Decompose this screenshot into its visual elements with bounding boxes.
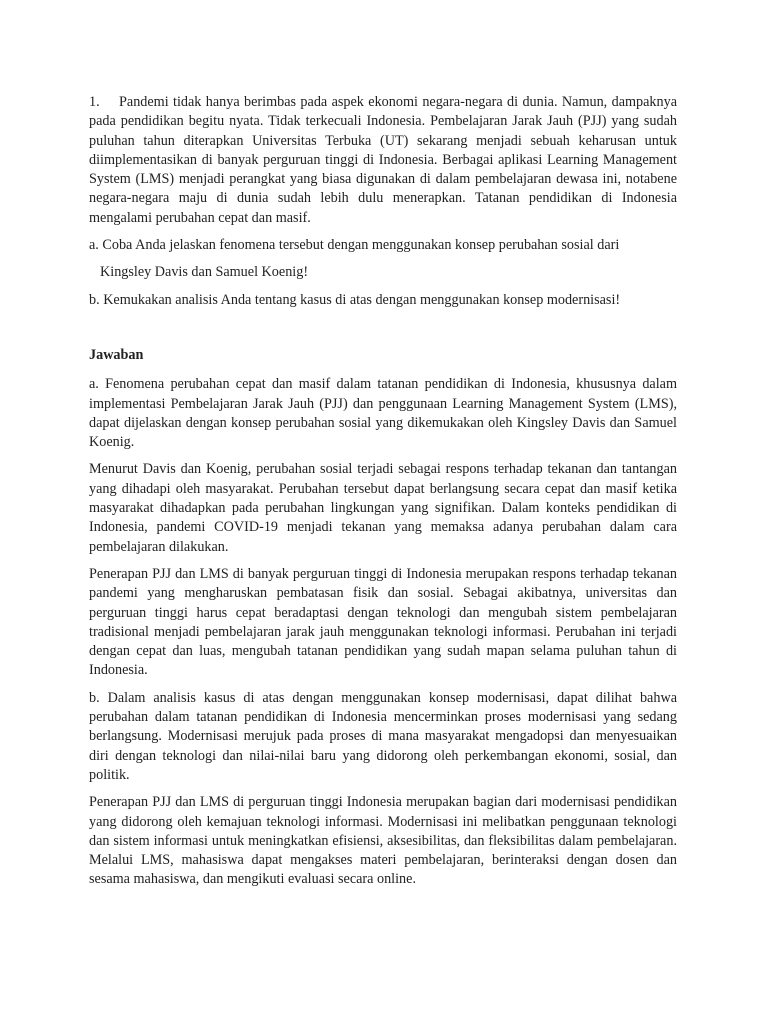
question-paragraph <box>89 93 677 228</box>
answer-paragraph: Menurut Davis dan Koenig, perubahan sosial terjadi sebagai respons terhadap tekanan dan tantangan yang dihadapi oleh masyarakat. Perubahan tersebut dapat berlangsung secara cepat dan masif ketika masyarakat dihadapkan pada perubahan lingkungan yang signifikan. Dalam konteks pendidikan di Indonesia, pandemi COVID-19 menjadi tekanan yang memaksa adanya perubahan dalam cara pembelajaran dilakukan. <box>89 461 677 555</box>
document-page <box>89 93 677 898</box>
answer-paragraph: b. Dalam analisis kasus di atas dengan menggunakan konsep modernisasi, dapat dilihat bahwa perubahan dalam tatanan pendidikan di Indonesia mencerminkan proses modernisasi yang sedang berlangsung. Modernisasi merujuk pada proses di mana masyarakat mengadopsi dan menyesuaikan diri dengan teknologi dan nilai-nilai baru yang didorong oleh perkembangan ekonomi, sosial, dan politik. <box>89 689 677 783</box>
answer-paragraph: Penerapan PJJ dan LMS di perguruan tinggi Indonesia merupakan bagian dari modernisasi pendidikan yang didorong oleh kemajuan teknologi informasi. Modernisasi ini melibatkan penggunaan teknologi dan sistem informasi untuk meningkatkan efisiensi, aksesibilitas, dan fleksibilitas dalam pembelajaran. Melalui LMS, mahasiswa dapat mengakses materi pembelajaran, berinteraksi dengan dosen dan sesama mahasiswa, dan mengikuti evaluasi secara online. <box>89 794 677 888</box>
answer-paragraph: a. Fenomena perubahan cepat dan masif dalam tatanan pendidikan di Indonesia, khususnya dalam implementasi Pembelajaran Jarak Jauh (PJJ) dan penggunaan Learning Management System (LMS), dapat dijelaskan dengan konsep perubahan sosial yang dikemukakan oleh Kingsley Davis dan Samuel Koenig. <box>89 376 677 451</box>
answer-paragraph: Penerapan PJJ dan LMS di banyak perguruan tinggi di Indonesia merupakan respons terhadap tekanan pandemi yang mengharuskan pembatasan fisik dan sosial. Sebagai akibatnya, universitas dan perguruan tinggi harus cepat beradaptasi dengan teknologi dan mengubah sistem pembelajaran tradisional menjadi pembelajaran jarak jauh menggunakan teknologi informasi. Perubahan ini terjadi dengan cepat dan luas, mengubah tatanan pendidikan yang sudah mapan selama puluhan tahun di Indonesia. <box>89 565 677 679</box>
question-part-a: a. Coba Anda jelaskan fenomena tersebut dengan menggunakan konsep perubahan sosial dari <box>89 237 620 254</box>
answer-heading: Jawaban <box>89 346 144 363</box>
question-number: 1. <box>89 94 100 110</box>
question-text: Pandemi tidak hanya berimbas pada aspek ekonomi negara-negara di dunia. Namun, dampaknya pada pendidikan begitu nyata. Tidak terkecuali Indonesia. Pembelajaran Jarak Jauh (PJJ) yang sudah puluhan tahun diterapkan Universitas Terbuka (UT) sekarang menjadi sebuah keharusan untuk diimplementasikan di banyak perguruan tinggi di Indonesia. Berbagai aplikasi Learning Management System (LMS) menjadi perangkat yang biasa digunakan di dalam pembelajaran dewasa ini, notabene negara-negara maju di dunia sudah lebih dulu menerapkan. Tatanan pendidikan di Indonesia mengalami perubahan cepat dan masif. <box>89 94 677 226</box>
question-part-a-continued: Kingsley Davis dan Samuel Koenig! <box>100 264 309 281</box>
question-part-b: b. Kemukakan analisis Anda tentang kasus di atas dengan menggunakan konsep modernisasi! <box>89 291 621 308</box>
